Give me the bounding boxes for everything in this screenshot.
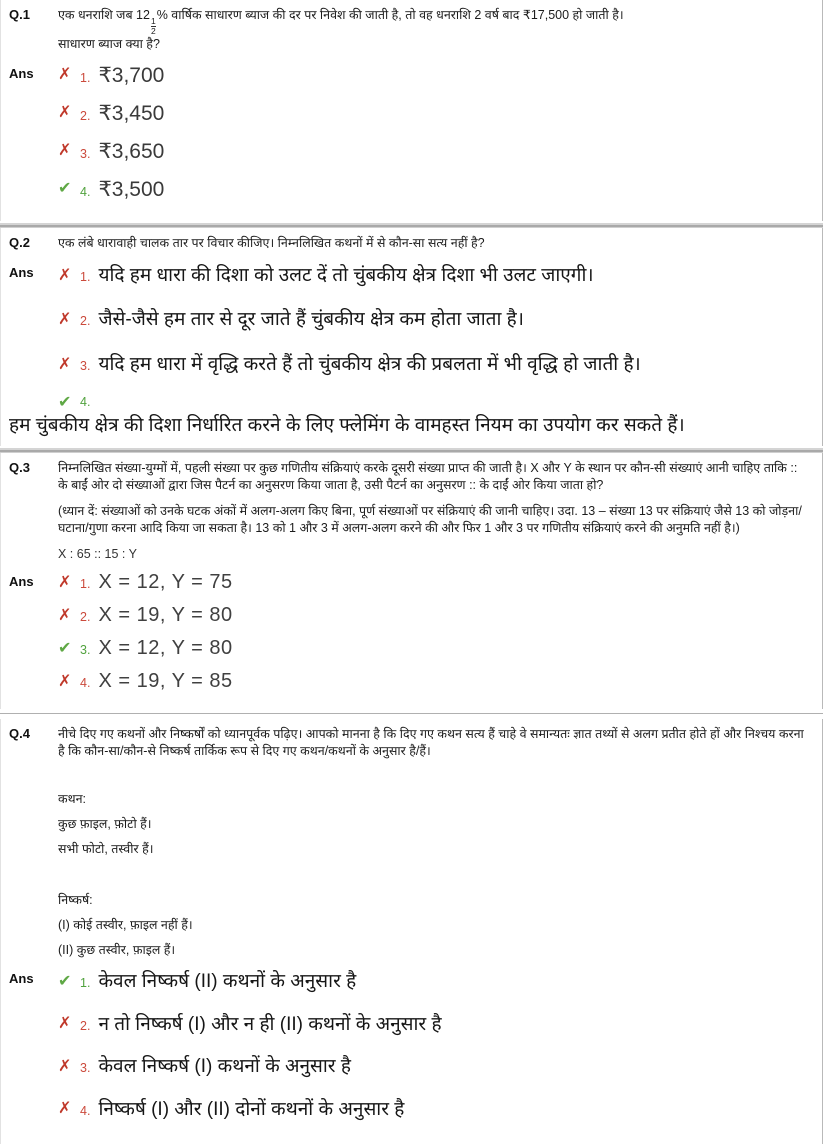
option-text: ₹3,500	[98, 177, 165, 201]
cross-icon: ✗	[58, 606, 72, 624]
answer-option-4	[58, 670, 818, 693]
question-text-part: वार्षिक साधारण ब्याज की दर पर निवेश की जाती है, तो वह धनराशि 2 वर्ष बाद ₹17,500 हो जाती है।	[167, 8, 624, 22]
answer-option-2	[58, 101, 818, 126]
option-number: 2.	[80, 1018, 91, 1033]
ans-label: Ans	[9, 574, 34, 590]
cross-icon: ✗	[58, 266, 72, 284]
option-number: 4.	[80, 676, 91, 691]
answer-option-1	[58, 968, 818, 996]
options-list	[58, 262, 818, 412]
option-text: X = 12, Y = 80	[98, 637, 233, 660]
question-block-2	[0, 228, 823, 446]
option-text: निष्कर्ष (I) और (II) दोनों कथनों के अनुसार है	[98, 1098, 405, 1120]
question-number: Q.1	[9, 7, 30, 22]
question-number: Q.3	[9, 460, 30, 476]
question-block-3	[0, 453, 823, 709]
answer-option-2	[58, 1011, 818, 1039]
answer-option-1	[58, 63, 818, 88]
statement-1: कुछ फ़ाइल, फ़ोटो हैं।	[58, 817, 152, 832]
check-icon: ✔	[58, 394, 72, 412]
option-number: 2.	[80, 108, 91, 123]
ans-label: Ans	[9, 264, 34, 280]
section-divider	[0, 713, 823, 714]
cross-icon: ✗	[58, 672, 72, 690]
answer-option-2	[58, 306, 818, 334]
cross-icon: ✗	[58, 355, 72, 373]
cross-icon: ✗	[58, 1057, 72, 1075]
option-text: केवल निष्कर्ष (I) कथनों के अनुसार है	[98, 1056, 351, 1078]
answer-option-4	[58, 177, 818, 202]
conclusions-heading: निष्कर्ष:	[58, 893, 93, 908]
option-number: 3.	[80, 146, 91, 161]
answer-option-3	[58, 1053, 818, 1081]
answer-option-1	[58, 262, 818, 290]
fraction-one-half: $\frac{1}{2}$	[150, 16, 156, 36]
question-main-text: निम्नलिखित संख्या-युग्मों में, पहली संख्या पर कुछ गणितीय संक्रियाएं करके दूसरी संख्या प्राप्त की जाती है। X और Y के स्थान पर कौन-सी संख्याएं आनी चाहिए ताकि :: के बाईं ओर दो संख्याओं द्वारा जिस पैटर्न का अनुसरण किया जाता है, उसी पैटर्न का अनुसरण :: के दाईं ओर किया जाता हो?	[58, 461, 798, 493]
option-number: 4.	[80, 184, 91, 199]
statement-2: सभी फोटो, तस्वीर हैं।	[58, 842, 154, 857]
option-number: 2.	[80, 610, 91, 625]
option-text: X = 12, Y = 75	[98, 571, 233, 594]
answer-option-1	[58, 571, 818, 594]
options-list	[58, 571, 818, 703]
option-text: केवल निष्कर्ष (II) कथनों के अनुसार है	[98, 971, 357, 993]
option-number: 4.	[80, 1103, 91, 1118]
option-number: 1.	[80, 70, 91, 85]
option-number: 1.	[80, 269, 91, 284]
percent-sign: %	[156, 8, 168, 22]
option-number: 2.	[80, 314, 91, 329]
question-number: Q.4	[9, 726, 30, 742]
option-text: ₹3,450	[98, 101, 165, 125]
answer-option-4	[58, 1096, 818, 1124]
answer-option-2	[58, 604, 818, 627]
question-text-line2: साधारण ब्याज क्या है?	[58, 36, 160, 51]
options-list	[58, 968, 818, 1138]
question-text: एक लंबे धारावाही चालक तार पर विचार कीजिए। निम्नलिखित कथनों में से कौन-सा सत्य नहीं है?	[58, 235, 485, 250]
option-text: जैसे-जैसे हम तार से दूर जाते हैं चुंबकीय क्षेत्र कम होता जाता है।	[98, 309, 524, 331]
question-number: Q.2	[9, 234, 30, 250]
option-4-text: हम चुंबकीय क्षेत्र की दिशा निर्धारित करने के लिए फ्लेमिंग के वामहस्त नियम का उपयोग कर सकते हैं।	[9, 415, 685, 437]
statements-heading: कथन:	[58, 792, 86, 807]
check-icon: ✔	[58, 639, 72, 657]
answer-option-3	[58, 637, 818, 660]
option-text: न तो निष्कर्ष (I) और न ही (II) कथनों के अनुसार है	[98, 1013, 442, 1035]
option-number: 3.	[80, 1061, 91, 1076]
answer-option-3	[58, 351, 818, 379]
question-text-part: एक धनराशि जब 12	[58, 8, 150, 22]
cross-icon: ✗	[58, 104, 72, 122]
cross-icon: ✗	[58, 573, 72, 591]
option-text: X = 19, Y = 85	[98, 670, 233, 693]
cross-icon: ✗	[58, 1015, 72, 1033]
cross-icon: ✗	[58, 142, 72, 160]
cross-icon: ✗	[58, 1100, 72, 1118]
option-text: ₹3,650	[98, 139, 165, 163]
question-block-4	[0, 719, 823, 1144]
conclusion-1: (I) कोई तस्वीर, फ़ाइल नहीं हैं।	[58, 918, 193, 933]
option-number: 1.	[80, 577, 91, 592]
option-text: ₹3,700	[98, 63, 165, 87]
conclusion-2: (II) कुछ तस्वीर, फ़ाइल हैं।	[58, 943, 176, 958]
option-number: 3.	[80, 358, 91, 373]
answer-option-3	[58, 139, 818, 164]
option-number: 3.	[80, 643, 91, 658]
option-text: यदि हम धारा में वृद्धि करते हैं तो चुंबकीय क्षेत्र की प्रबलता में भी वृद्धि हो जाती है।	[98, 353, 641, 375]
option-text: X = 19, Y = 80	[98, 604, 233, 627]
option-number: 1.	[80, 976, 91, 991]
question-text	[58, 7, 818, 53]
check-icon: ✔	[58, 180, 72, 198]
option-number: 4.	[80, 395, 91, 410]
question-text	[58, 460, 818, 563]
cross-icon: ✗	[58, 311, 72, 329]
ans-label: Ans	[9, 971, 34, 987]
cross-icon: ✗	[58, 66, 72, 84]
question-text: नीचे दिए गए कथनों और निष्कर्षों को ध्यानपूर्वक पढ़िए। आपको मानना है कि दिए गए कथन सत्य हैं चाहे वे समान्यतः ज्ञात तथ्यों से अलग प्रतीत होते हों और निश्चय करना है कि कौन-सा/कौन-से निष्कर्ष तार्किक रूप से दिए गए कथन/कथनों के अनुसार है/हैं।	[58, 727, 804, 759]
options-list	[58, 63, 818, 215]
check-icon: ✔	[58, 972, 72, 990]
answer-option-4	[58, 395, 818, 411]
question-block-1	[0, 0, 823, 221]
analogy-expression: X : 65 :: 15 : Y	[58, 547, 137, 562]
ans-label: Ans	[9, 65, 34, 81]
question-note: (ध्यान दें: संख्याओं को उनके घटक अंकों में अलग-अलग किए बिना, पूर्ण संख्याओं पर संक्रियाएं की जानी चाहिए। उदा. 13 – संख्या 13 पर संक्रियाएं जैसे 13 को जोड़ना/घटाना/गुणा करना आदि किया जा सकता है। 13 को 1 और 3 में अलग-अलग करने की और फिर 1 और 3 पर गणितीय संक्रियाएं करने की अनुमति नहीं है।)	[58, 504, 802, 536]
option-text: यदि हम धारा की दिशा को उलट दें तो चुंबकीय क्षेत्र दिशा भी उलट जाएगी।	[98, 264, 594, 286]
